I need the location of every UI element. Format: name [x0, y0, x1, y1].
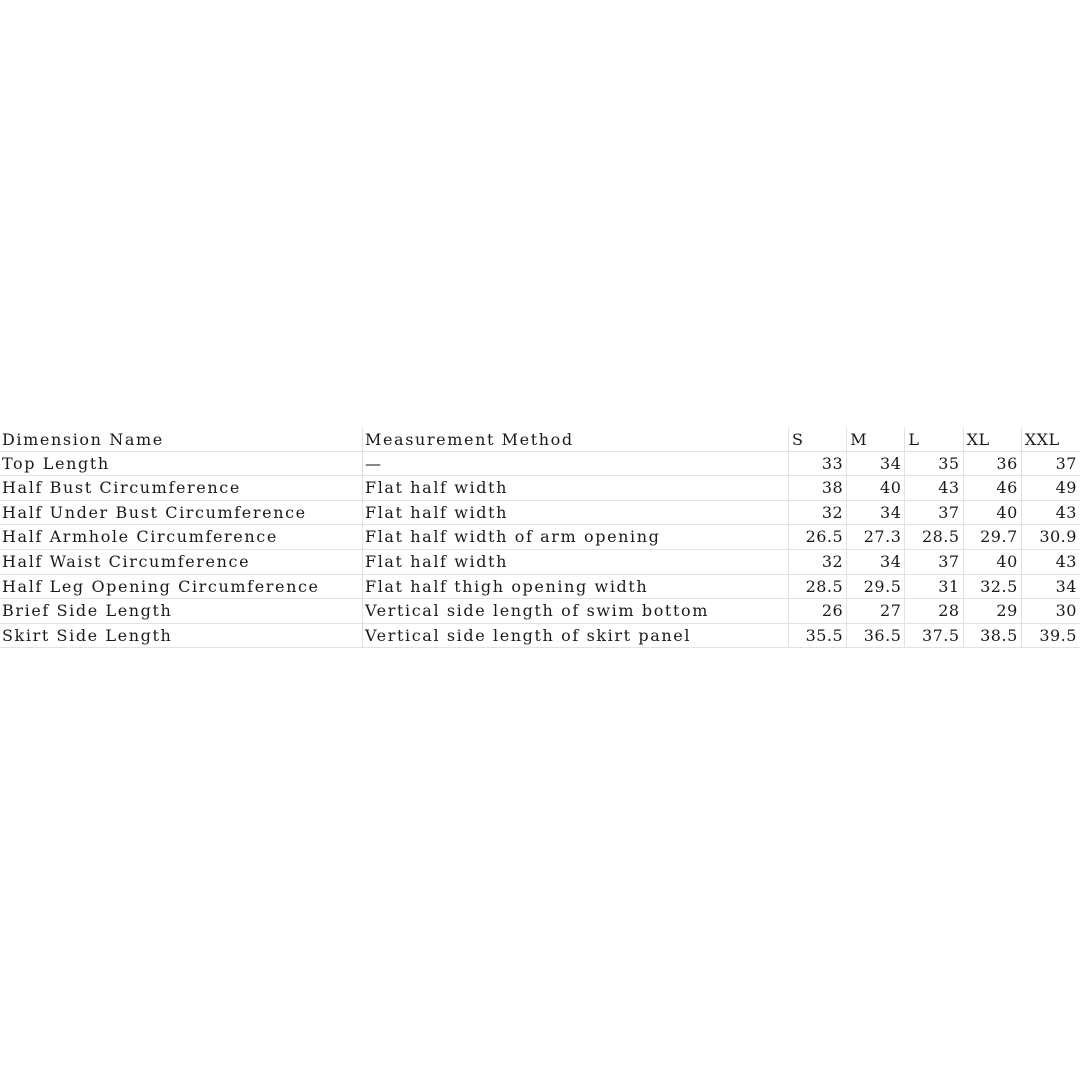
- size-xxl-cell: 43: [1055, 551, 1077, 571]
- table-row: [0, 525, 1080, 550]
- header-size-m: M: [847, 427, 905, 451]
- size-s-cell: 38: [789, 476, 847, 500]
- size-m-cell: 27.3: [847, 525, 905, 549]
- size-m-cell: 27: [847, 599, 905, 623]
- size-xl-cell: 29.7: [964, 525, 1022, 549]
- size-m-cell: 29.5: [847, 575, 905, 599]
- size-l-cell: 28.5: [905, 525, 963, 549]
- header-size-xl: XL: [964, 427, 1022, 451]
- measurement-method-cell: Vertical side length of skirt panel: [363, 624, 789, 648]
- header-size-xxl: XXL: [1024, 430, 1060, 449]
- table-row: [0, 575, 1080, 600]
- size-l-cell: 31: [905, 575, 963, 599]
- size-m-cell: 34: [847, 501, 905, 525]
- dimension-name-cell: Half Bust Circumference: [0, 476, 363, 500]
- size-xxl-cell: 39.5: [1039, 625, 1077, 645]
- table-row: [0, 501, 1080, 526]
- size-s-cell: 32: [789, 501, 847, 525]
- measurement-method-cell: Flat half width of arm opening: [363, 525, 789, 549]
- measurement-method-cell: Vertical side length of swim bottom: [363, 599, 789, 623]
- size-l-cell: 35: [905, 452, 963, 476]
- size-xl-cell: 36: [964, 452, 1022, 476]
- measurement-method-cell: Flat half thigh opening width: [363, 575, 789, 599]
- table-row: [0, 599, 1080, 624]
- size-l-cell: 37: [905, 550, 963, 574]
- size-m-cell: 36.5: [847, 624, 905, 648]
- dimension-name-cell: Top Length: [0, 452, 363, 476]
- size-s-cell: 26: [789, 599, 847, 623]
- size-xl-cell: 46: [964, 476, 1022, 500]
- table-row: [0, 624, 1080, 649]
- dimension-name-cell: Half Waist Circumference: [0, 550, 363, 574]
- size-m-cell: 34: [847, 550, 905, 574]
- dimension-name-cell: Half Under Bust Circumference: [0, 501, 363, 525]
- size-xl-cell: 40: [964, 501, 1022, 525]
- header-measurement-method: Measurement Method: [363, 427, 789, 451]
- table-row: [0, 550, 1080, 575]
- measurement-method-cell: Flat half width: [363, 476, 789, 500]
- size-m-cell: 34: [847, 452, 905, 476]
- measurement-method-cell: Flat half width: [363, 501, 789, 525]
- size-m-cell: 40: [847, 476, 905, 500]
- size-xxl-cell: 43: [1055, 502, 1077, 522]
- dimension-name-cell: Skirt Side Length: [0, 624, 363, 648]
- size-xxl-cell: 34: [1055, 576, 1077, 596]
- header-size-s: S: [789, 427, 847, 451]
- header-size-l: L: [905, 427, 963, 451]
- table-header-row: [0, 427, 1080, 452]
- size-l-cell: 37.5: [905, 624, 963, 648]
- size-s-cell: 28.5: [789, 575, 847, 599]
- measurement-method-cell: Flat half width: [363, 550, 789, 574]
- size-chart-table: [0, 427, 1080, 648]
- size-xxl-cell: 30.9: [1039, 527, 1077, 547]
- size-xl-cell: 32.5: [964, 575, 1022, 599]
- size-xl-cell: 40: [964, 550, 1022, 574]
- size-s-cell: 35.5: [789, 624, 847, 648]
- dimension-name-cell: Brief Side Length: [0, 599, 363, 623]
- size-s-cell: 32: [789, 550, 847, 574]
- size-xl-cell: 29: [964, 599, 1022, 623]
- size-xl-cell: 38.5: [964, 624, 1022, 648]
- size-l-cell: 43: [905, 476, 963, 500]
- table-row: [0, 476, 1080, 501]
- size-l-cell: 37: [905, 501, 963, 525]
- size-s-cell: 33: [789, 452, 847, 476]
- dimension-name-cell: Half Armhole Circumference: [0, 525, 363, 549]
- header-dimension-name: Dimension Name: [0, 427, 363, 451]
- measurement-method-cell: —: [363, 452, 789, 476]
- size-xxl-cell: 30: [1055, 601, 1077, 621]
- dimension-name-cell: Half Leg Opening Circumference: [0, 575, 363, 599]
- size-xxl-cell: 49: [1055, 478, 1077, 498]
- size-l-cell: 28: [905, 599, 963, 623]
- size-s-cell: 26.5: [789, 525, 847, 549]
- table-row: [0, 452, 1080, 477]
- size-xxl-cell: 37: [1055, 453, 1077, 473]
